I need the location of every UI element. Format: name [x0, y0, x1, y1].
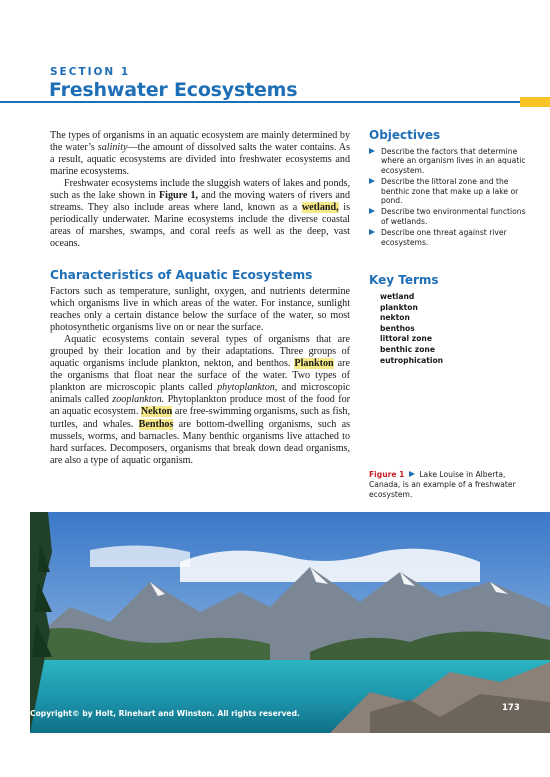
figure-label: Figure 1	[369, 470, 405, 479]
page-number: 173	[502, 703, 520, 713]
key-terms-list	[380, 292, 443, 366]
term-phytoplankton: phytoplankton,	[217, 382, 278, 394]
term-nekton: Nekton	[140, 406, 173, 418]
key-term[interactable]: benthic zone	[380, 344, 435, 354]
caption-arrow-icon	[409, 471, 415, 477]
characteristics-heading: Characteristics of Aquatic Ecosystems	[50, 268, 313, 282]
key-term[interactable]: wetland	[380, 292, 415, 301]
term-benthos: Benthos	[138, 418, 174, 430]
characteristics-paragraph-1: Factors such as temperature, sunlight, oxygen, and nutrients determine which organisms live in which areas of the water. For instance, sunlight reaches only a certain distance below the surface of the water, so most photosynthetic organisms live on or near the surface.	[50, 286, 350, 334]
caption-text: Lake Louise in Alberta, Canada, is an example of a freshwater ecosystem.	[369, 470, 516, 499]
objectives-list	[369, 147, 529, 249]
objectives-heading: Objectives	[369, 128, 441, 142]
term-salinity: salinity	[97, 142, 128, 154]
copyright: Copyright© by Holt, Rinehart and Winston. All rights reserved.	[30, 709, 300, 718]
bullet-arrow-icon	[369, 178, 375, 184]
intro-paragraph-1: The types of organisms in an aquatic ecosystem are mainly determined by the water’s salinity—the amount of dissolved salts the water contains. As a result, aquatic ecosystems are divided into freshwater ecosystems and marine ecosystems.	[50, 130, 350, 178]
intro-paragraph-2: Freshwater ecosystems include the sluggish waters of lakes and ponds, such as the lake shown in Figure 1, and the moving waters of rivers and streams. They also include areas where land, known as a wetland, is periodically underwater. Marine ecosystems include the diverse coastal areas of marshes, swamps, and coral reefs as well as the deep, vast oceans.	[50, 178, 350, 250]
figure-reference[interactable]: Figure 1,	[158, 190, 199, 202]
term-plankton: Plankton	[294, 358, 334, 370]
objective-item: Describe the factors that determine where an organism lives in an aquatic ecosystem.	[369, 147, 529, 175]
title-rule	[0, 101, 520, 103]
key-term[interactable]: nekton	[380, 313, 410, 323]
figure-caption	[369, 470, 534, 499]
term-wetland: wetland,	[301, 202, 339, 214]
bullet-arrow-icon	[369, 148, 375, 154]
key-term[interactable]: littoral zone	[380, 334, 432, 344]
key-term[interactable]: plankton	[380, 302, 418, 312]
term-zooplankton: zooplankton.	[112, 394, 165, 406]
title-rule-tab	[520, 97, 550, 107]
key-term[interactable]: benthos	[380, 323, 415, 333]
intro-text	[50, 130, 350, 250]
characteristics-paragraph-2: Aquatic ecosystems contain several types of organisms that are grouped by their location and by their adaptations. Three groups of aquatic organisms include plankton, nekton, and benthos. Plankton are the organisms that float near the surface of the water. Two types of plankton are microscopic plants called phytoplankton, and microscopic animals called zooplankton. Phytoplankton produce most of the food for an aquatic ecosystem. Nekton are free-swimming organisms, such as fish, turtles, and whales. Benthos are bottom-dwelling organisms, such as mussels, worms, and barnacles. Many benthic organisms live attached to hard surfaces. Decomposers, organisms that break down dead organisms, are also a type of aquatic organism.	[50, 334, 350, 466]
section-title: Freshwater Ecosystems	[49, 79, 298, 101]
objective-item: Describe one threat against river ecosystems.	[369, 228, 529, 247]
characteristics-text	[50, 286, 350, 467]
section-label: SECTION 1	[50, 66, 131, 78]
bullet-arrow-icon	[369, 229, 375, 235]
bullet-arrow-icon	[369, 208, 375, 214]
key-term[interactable]: eutrophication	[380, 355, 444, 365]
key-terms-heading: Key Terms	[369, 273, 439, 287]
objective-item: Describe the littoral zone and the benthic zone that make up a lake or pond.	[369, 177, 529, 205]
objective-item: Describe two environmental functions of wetlands.	[369, 207, 529, 226]
lake-photo	[30, 512, 550, 733]
